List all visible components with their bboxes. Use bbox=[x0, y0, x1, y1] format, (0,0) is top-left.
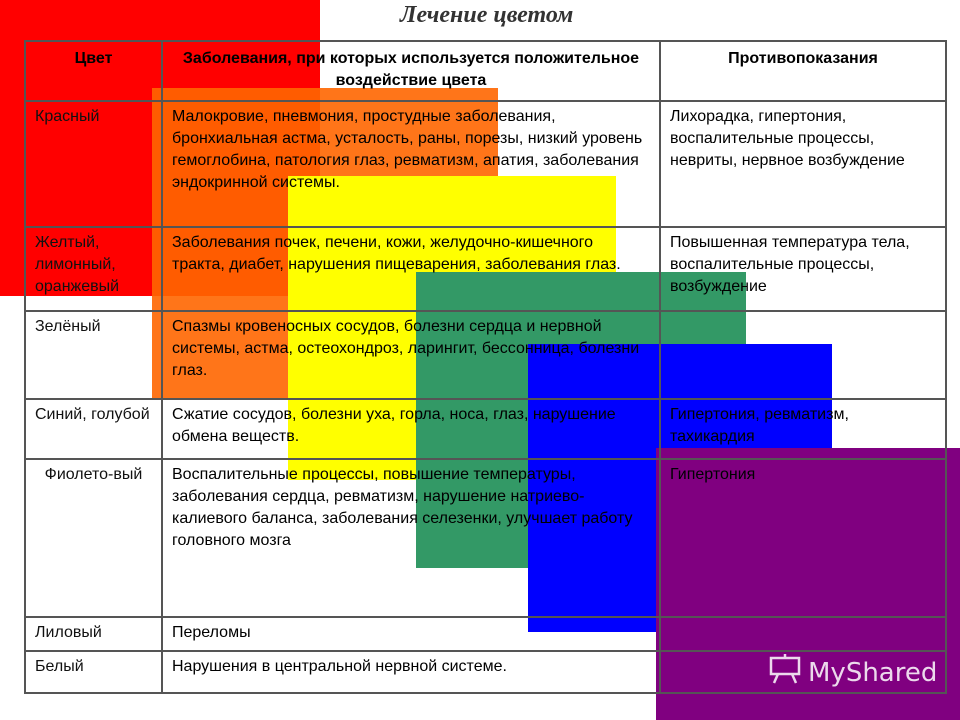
color-therapy-table bbox=[24, 40, 947, 694]
table-row bbox=[25, 399, 946, 459]
row-diseases: Спазмы кровеносных сосудов, болезни сердца и нервной системы, астма, остеохондроз, ларингит, бессонница, болезни глаз. bbox=[162, 311, 660, 399]
row-color: Красный bbox=[25, 101, 162, 227]
row-contraindications: Лихорадка, гипертония, воспалительные процессы, невриты, нервное возбуждение bbox=[660, 101, 946, 227]
table-row bbox=[25, 311, 946, 399]
projector-icon bbox=[768, 654, 802, 691]
table-row bbox=[25, 101, 946, 227]
row-diseases: Воспалительные процессы, повышение температуры, заболевания сердца, ревматизм, нарушение натриево-калиевого баланса, заболевания селезенки, улучшает работу головного мозга bbox=[162, 459, 660, 617]
row-contraindications: Повышенная температура тела, воспалительные процессы, возбуждение bbox=[660, 227, 946, 311]
row-contraindications: Гипертония, ревматизм, тахикардия bbox=[660, 399, 946, 459]
slide-title: Лечение цветом bbox=[400, 2, 574, 28]
row-color: Зелёный bbox=[25, 311, 162, 399]
row-color: Желтый, лимонный, оранжевый bbox=[25, 227, 162, 311]
header-color: Цвет bbox=[25, 41, 162, 101]
row-contraindications bbox=[660, 311, 946, 399]
row-color: Фиолето-вый bbox=[25, 459, 162, 617]
row-contraindications: Гипертония bbox=[660, 459, 946, 617]
row-color: Синий, голубой bbox=[25, 399, 162, 459]
watermark-text: MyShared bbox=[808, 657, 938, 688]
row-color: Белый bbox=[25, 651, 162, 693]
row-diseases: Сжатие сосудов, болезни уха, горла, носа, глаз, нарушение обмена веществ. bbox=[162, 399, 660, 459]
header-contraindications: Противопоказания bbox=[660, 41, 946, 101]
row-diseases: Малокровие, пневмония, простудные заболевания, бронхиальная астма, усталость, раны, порезы, низкий уровень гемоглобина, патология глаз, ревматизм, апатия, заболевания эндокринной системы. bbox=[162, 101, 660, 227]
table-header-row bbox=[25, 41, 946, 101]
table-row bbox=[25, 227, 946, 311]
table-row bbox=[25, 459, 946, 617]
row-diseases: Заболевания почек, печени, кожи, желудочно-кишечного тракта, диабет, нарушения пищеварения, заболевания глаз. bbox=[162, 227, 660, 311]
table-row bbox=[25, 617, 946, 651]
row-diseases: Переломы bbox=[162, 617, 660, 651]
myshared-watermark bbox=[768, 654, 937, 691]
row-color: Лиловый bbox=[25, 617, 162, 651]
row-contraindications bbox=[660, 617, 946, 651]
header-diseases: Заболевания, при которых используется положительное воздействие цвета bbox=[162, 41, 660, 101]
row-diseases: Нарушения в центральной нервной системе. bbox=[162, 651, 660, 693]
